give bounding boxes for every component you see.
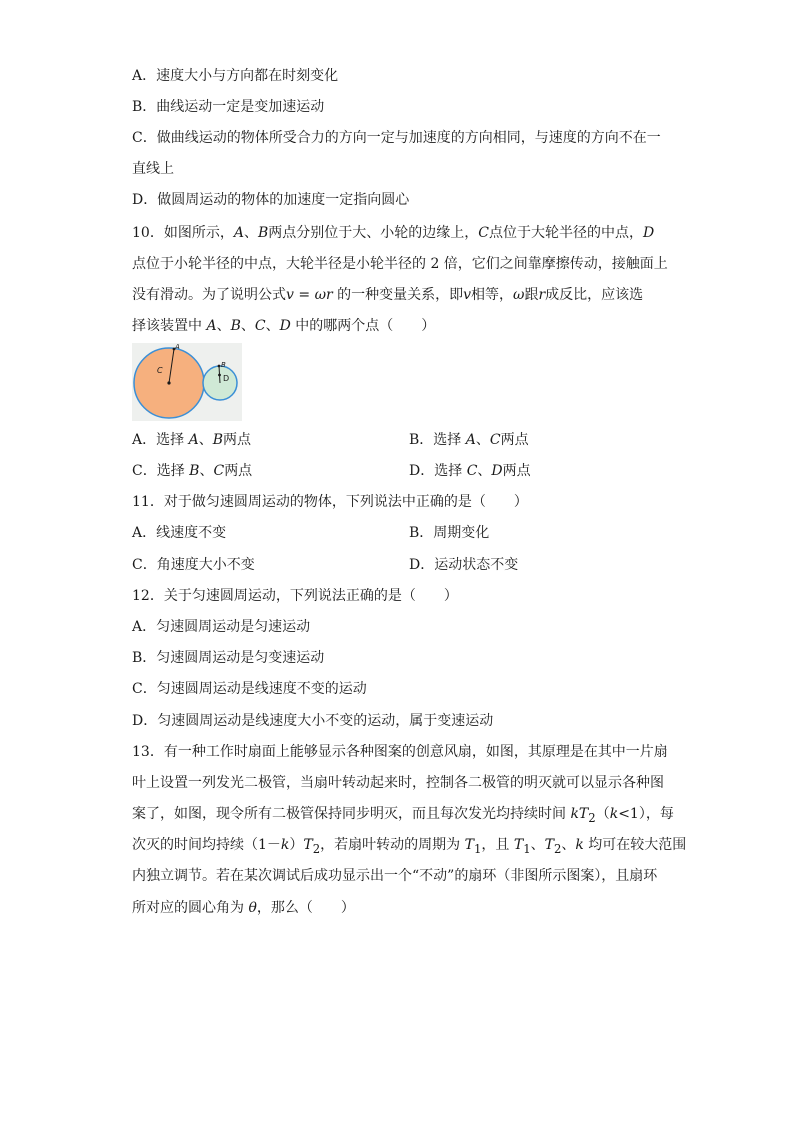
q10-stem-line2: 点位于小轮半径的中点，大轮半径是小轮半径的 2 倍，它们之间靠摩擦传动，接触面上 (132, 256, 668, 272)
point-b (218, 365, 221, 368)
q10-option-c: C．选择 B、C两点 (132, 463, 253, 479)
label-b: B (221, 361, 226, 369)
q12-option-a: A．匀速圆周运动是匀速运动 (132, 619, 311, 635)
q9-option-c-line1: C．做曲线运动的物体所受合力的方向一定与加速度的方向相同，与速度的方向不在一 (132, 130, 661, 146)
q9-option-b: B．曲线运动一定是变加速运动 (132, 99, 325, 115)
q13-stem-line3: 案了，如图，现令所有二极管保持同步明灭，而且每次发光均持续时间 $kT_2(k<1)$，每 (132, 806, 674, 825)
q11-option-b: B．周期变化 (409, 525, 490, 541)
q13-stem-line5: 内独立调节。若在某次调试后成功显示出一个“不动”的扇环（非图所示图案），且扇环 (132, 868, 658, 884)
label-a: A (175, 343, 180, 351)
q12-option-d: D．匀速圆周运动是线速度大小不变的运动，属于变速运动 (132, 713, 494, 729)
q12-stem: 12．关于匀速圆周运动，下列说法正确的是（ ） (132, 588, 458, 604)
q10-option-b: B．选择 A、C两点 (409, 432, 529, 448)
q11-stem: 11．对于做匀速圆周运动的物体，下列说法中正确的是（ ） (132, 494, 528, 510)
q13-stem-line1: 13．有一种工作时扇面上能够显示各种图案的创意风扇，如图，其原理是在其中一片扇 (132, 744, 668, 760)
q10-option-d: D．选择 C、D两点 (409, 463, 531, 479)
q11-option-d: D．运动状态不变 (409, 557, 519, 573)
label-c: C (157, 366, 163, 375)
q10-stem-line4: 择该装置中 A、B、C、D 中的哪两个点（ ） (132, 318, 436, 334)
q13-stem-line6: 所对应的圆心角为 θ，那么（ ） (132, 900, 355, 916)
q11-option-a: A．线速度不变 (132, 525, 227, 541)
label-d: D (223, 374, 230, 383)
q11-option-c: C．角速度大小不变 (132, 557, 255, 573)
point-d (218, 374, 221, 377)
q10-stem-line3: 没有滑动。为了说明公式v = ωr 的一种变量关系，即v相等，ω跟r成反比，应该选 (132, 287, 644, 303)
big-wheel-center (167, 381, 170, 384)
q10-option-a: A．选择 A、B两点 (132, 432, 251, 448)
q9-option-c-line2: 直线上 (132, 161, 174, 177)
wheels-figure (132, 343, 242, 421)
q13-stem-line2: 叶上设置一列发光二极管，当扇叶转动起来时，控制各二极管的明灭就可以显示各种图 (132, 775, 664, 791)
q12-option-c: C．匀速圆周运动是线速度不变的运动 (132, 681, 367, 697)
q10-stem-line1: 10．如图所示，A、B两点分别位于大、小轮的边缘上，C点位于大轮半径的中点，D (132, 225, 655, 241)
q9-option-a: A．速度大小与方向都在时刻变化 (132, 68, 339, 84)
q13-stem-line4: 次灭的时间均持续$(1-k)T_2$，若扇叶转动的周期为 $T_1$，且 $T_1$、$T_2$、k 均可在较大范围 (132, 837, 687, 856)
q9-option-d: D．做圆周运动的物体的加速度一定指向圆心 (132, 192, 410, 208)
q12-option-b: B．匀速圆周运动是匀变速运动 (132, 650, 325, 666)
